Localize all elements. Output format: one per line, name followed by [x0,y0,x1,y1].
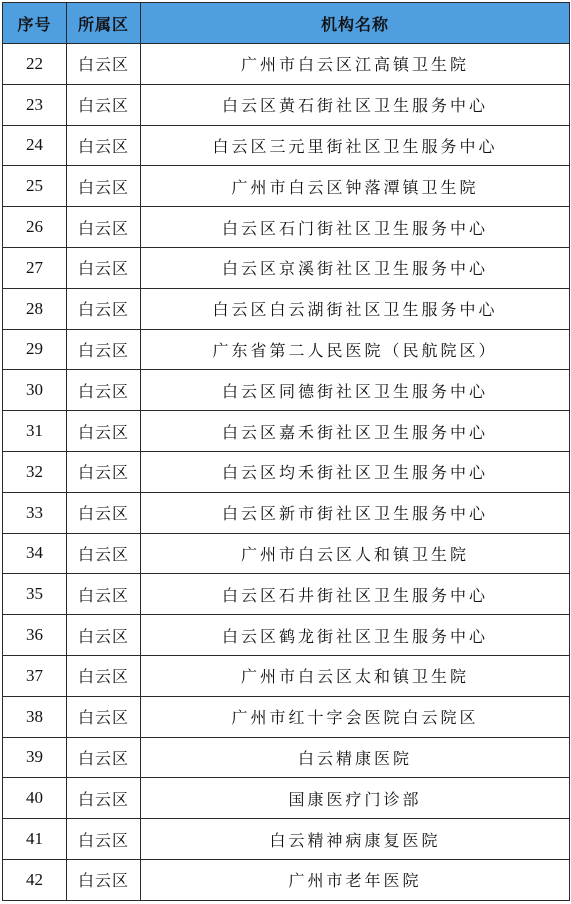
cell-institution-name: 白云区同德街社区卫生服务中心 [141,370,570,411]
cell-district: 白云区 [67,411,141,452]
table-row [3,533,570,574]
table-row [3,737,570,778]
cell-district: 白云区 [67,615,141,656]
cell-serial-number: 32 [3,451,67,492]
table-row [3,778,570,819]
table-row [3,370,570,411]
table-row [3,696,570,737]
cell-institution-name: 广州市白云区太和镇卫生院 [141,655,570,696]
table-row [3,819,570,860]
cell-serial-number: 30 [3,370,67,411]
cell-institution-name: 广州市白云区钟落潭镇卫生院 [141,166,570,207]
table-row [3,574,570,615]
cell-institution-name: 白云区鹤龙街社区卫生服务中心 [141,615,570,656]
cell-district: 白云区 [67,574,141,615]
header-institution-name: 机构名称 [141,3,570,44]
cell-institution-name: 白云区三元里街社区卫生服务中心 [141,125,570,166]
cell-serial-number: 23 [3,84,67,125]
table-body [3,44,570,901]
table-row [3,84,570,125]
cell-serial-number: 26 [3,207,67,248]
table-row [3,859,570,900]
institution-table [2,2,570,901]
table-row [3,125,570,166]
cell-serial-number: 25 [3,166,67,207]
table-row [3,44,570,85]
cell-district: 白云区 [67,533,141,574]
cell-district: 白云区 [67,329,141,370]
cell-institution-name: 白云区嘉禾街社区卫生服务中心 [141,411,570,452]
cell-district: 白云区 [67,166,141,207]
cell-district: 白云区 [67,370,141,411]
table-header [3,3,570,44]
cell-institution-name: 白云精康医院 [141,737,570,778]
table-row [3,451,570,492]
table-row [3,329,570,370]
cell-institution-name: 广州市红十字会医院白云院区 [141,696,570,737]
cell-institution-name: 国康医疗门诊部 [141,778,570,819]
table-row [3,615,570,656]
table-row [3,288,570,329]
cell-institution-name: 广东省第二人民医院（民航院区） [141,329,570,370]
cell-institution-name: 白云区均禾街社区卫生服务中心 [141,451,570,492]
table-row [3,492,570,533]
cell-institution-name: 白云区京溪街社区卫生服务中心 [141,247,570,288]
cell-district: 白云区 [67,84,141,125]
cell-institution-name: 白云区黄石街社区卫生服务中心 [141,84,570,125]
table-row [3,247,570,288]
header-district: 所属区 [67,3,141,44]
cell-serial-number: 31 [3,411,67,452]
cell-district: 白云区 [67,737,141,778]
cell-institution-name: 白云区白云湖街社区卫生服务中心 [141,288,570,329]
cell-district: 白云区 [67,859,141,900]
cell-institution-name: 白云区石井街社区卫生服务中心 [141,574,570,615]
cell-serial-number: 35 [3,574,67,615]
cell-district: 白云区 [67,492,141,533]
cell-district: 白云区 [67,819,141,860]
cell-serial-number: 33 [3,492,67,533]
cell-district: 白云区 [67,778,141,819]
cell-serial-number: 37 [3,655,67,696]
cell-district: 白云区 [67,655,141,696]
cell-serial-number: 36 [3,615,67,656]
cell-serial-number: 29 [3,329,67,370]
cell-district: 白云区 [67,44,141,85]
table-row [3,655,570,696]
cell-institution-name: 白云精神病康复医院 [141,819,570,860]
cell-serial-number: 28 [3,288,67,329]
cell-serial-number: 34 [3,533,67,574]
cell-serial-number: 42 [3,859,67,900]
cell-district: 白云区 [67,288,141,329]
cell-serial-number: 38 [3,696,67,737]
table-row [3,166,570,207]
cell-institution-name: 广州市老年医院 [141,859,570,900]
cell-serial-number: 22 [3,44,67,85]
cell-serial-number: 24 [3,125,67,166]
cell-district: 白云区 [67,207,141,248]
cell-serial-number: 40 [3,778,67,819]
header-serial-number: 序号 [3,3,67,44]
cell-district: 白云区 [67,247,141,288]
cell-institution-name: 广州市白云区江高镇卫生院 [141,44,570,85]
table-row [3,411,570,452]
cell-institution-name: 广州市白云区人和镇卫生院 [141,533,570,574]
cell-district: 白云区 [67,125,141,166]
cell-district: 白云区 [67,696,141,737]
cell-district: 白云区 [67,451,141,492]
cell-serial-number: 27 [3,247,67,288]
cell-institution-name: 白云区新市街社区卫生服务中心 [141,492,570,533]
cell-institution-name: 白云区石门街社区卫生服务中心 [141,207,570,248]
cell-serial-number: 39 [3,737,67,778]
cell-serial-number: 41 [3,819,67,860]
table-row [3,207,570,248]
header-row [3,3,570,44]
